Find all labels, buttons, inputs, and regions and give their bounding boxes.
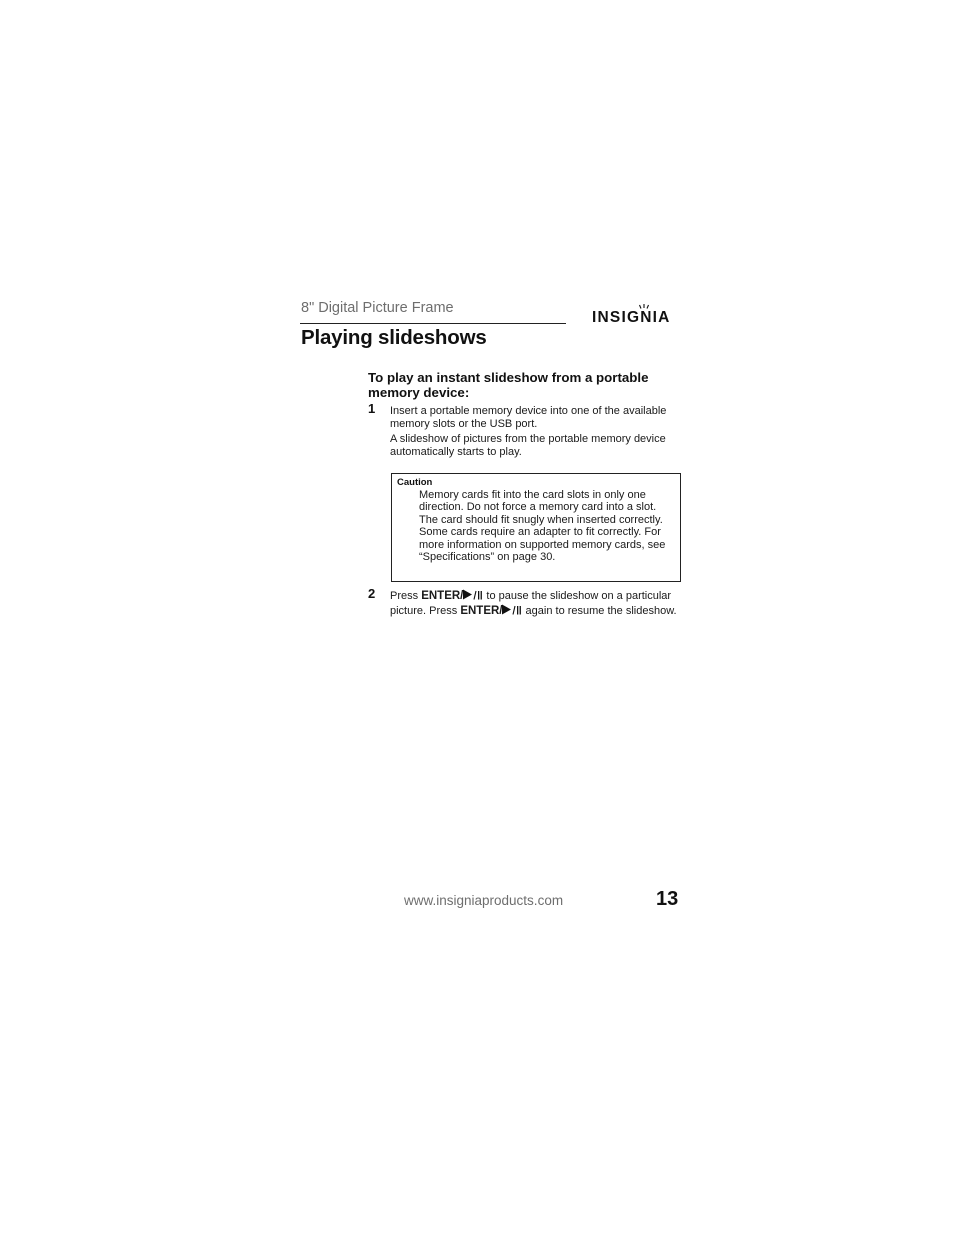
logo-rays: [640, 304, 649, 309]
caution-box: [391, 473, 681, 582]
enter-key-label: ENTER/: [460, 604, 503, 617]
logo-wordmark: INSIGNIA: [592, 309, 671, 326]
step-note: A slideshow of pictures from the portable memory device automatically starts to play.: [390, 433, 666, 458]
footer-url: www.insigniaproducts.com: [404, 893, 564, 908]
insignia-logo: [592, 300, 684, 326]
step-number: 2: [368, 586, 376, 601]
step-number: 1: [368, 401, 376, 416]
insignia-logo-graphic: [592, 300, 684, 326]
caution-text: Memory cards fit into the card slots in only one direction. Do not force a memory card into a slot. The card should fit snugly when inserted correctly. Some cards require an adapter to fit correctly. For more information on supported memory cards, see “Specifications” on page 30.: [419, 489, 666, 564]
section-title: Playing slideshows: [301, 326, 487, 349]
procedure-title: To play an instant slideshow from a portable memory device:: [368, 370, 649, 400]
header-title: 8" Digital Picture Frame: [301, 300, 454, 316]
step-text: Insert a portable memory device into one of the available memory slots or the USB port.: [390, 405, 667, 430]
caution-label: Caution: [397, 477, 433, 488]
step-text: [390, 589, 686, 618]
header-rule: [300, 323, 566, 324]
enter-key-label: ENTER/: [421, 590, 464, 602]
play-pause-icon: [502, 604, 522, 619]
step-text-end: again to resume the slideshow.: [525, 604, 677, 617]
step-text-middle: to pause the slideshow on a particular picture. Press: [390, 590, 672, 617]
page-number: 13: [656, 888, 679, 910]
play-pause-icon: [463, 589, 483, 604]
press-label: Press: [390, 590, 419, 602]
